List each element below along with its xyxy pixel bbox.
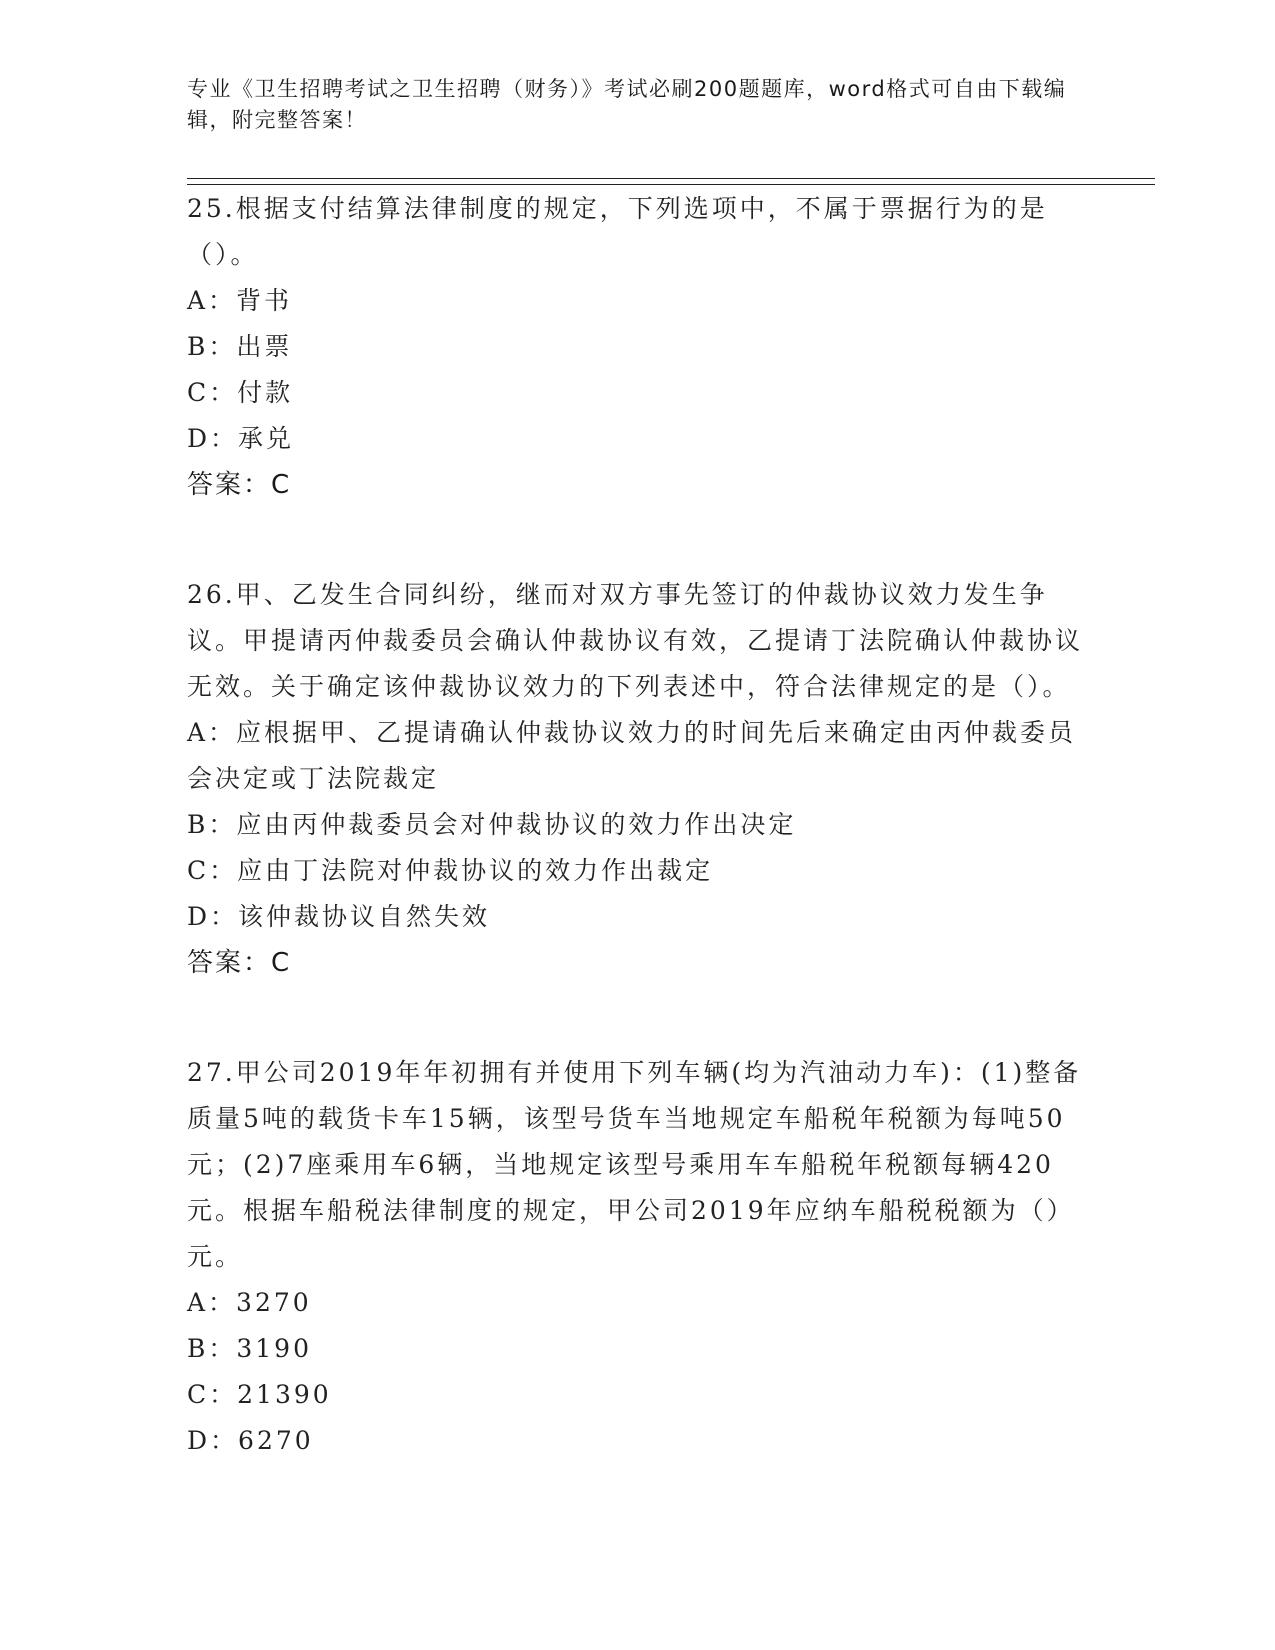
option-a: A：应根据甲、乙提请确认仲裁协议效力的时间先后来确定由丙仲裁委员会决定或丁法院裁定 xyxy=(187,718,1077,793)
answer-label: 答案：C xyxy=(187,948,292,978)
option-b: B：出票 xyxy=(187,332,293,361)
question-25 xyxy=(187,186,1087,508)
question-list xyxy=(187,186,1087,1464)
question-stem: 26.甲、乙发生合同纠纷，继而对双方事先签订的仲裁协议效力发生争议。甲提请丙仲裁委员会确认仲裁协议有效，乙提请丁法院确认仲裁协议无效。关于确定该仲裁协议效力的下列表述中，符合法律规定的是（）。 xyxy=(187,580,1084,701)
option-a: A：3270 xyxy=(187,1288,312,1317)
question-stem: 25.根据支付结算法律制度的规定，下列选项中，不属于票据行为的是（）。 xyxy=(187,194,1048,269)
answer-label: 答案：C xyxy=(187,470,292,500)
option-c: C：应由丁法院对仲裁协议的效力作出裁定 xyxy=(187,856,714,885)
header-rule-top xyxy=(187,178,1155,179)
question-stem: 27.甲公司2019年年初拥有并使用下列车辆(均为汽油动力车)：(1)整备质量5吨的载货卡车15辆，该型号货车当地规定车船税年税额为每吨50元；(2)7座乘用车6辆，当地规定该型号乘用车车船税年税额每辆420元。根据车船税法律制度的规定，甲公司2019年应纳车船税税额为（）元。 xyxy=(187,1058,1082,1271)
option-d: D：该仲裁协议自然失效 xyxy=(187,902,491,931)
option-c: C：21390 xyxy=(187,1380,332,1409)
option-d: D：承兑 xyxy=(187,424,295,453)
spacer xyxy=(187,508,1087,572)
header-rule-bottom xyxy=(187,184,1155,185)
question-26 xyxy=(187,572,1087,986)
document-header: 专业《卫生招聘考试之卫生招聘（财务）》考试必刷200题题库，word格式可自由下载编辑，附完整答案！ xyxy=(187,77,1067,132)
option-c: C：付款 xyxy=(187,378,294,407)
spacer xyxy=(187,986,1087,1050)
option-a: A：背书 xyxy=(187,286,293,315)
option-d: D：6270 xyxy=(187,1426,314,1455)
question-27 xyxy=(187,1050,1087,1464)
option-b: B：3190 xyxy=(187,1334,312,1363)
option-b: B：应由丙仲裁委员会对仲裁协议的效力作出决定 xyxy=(187,810,797,839)
